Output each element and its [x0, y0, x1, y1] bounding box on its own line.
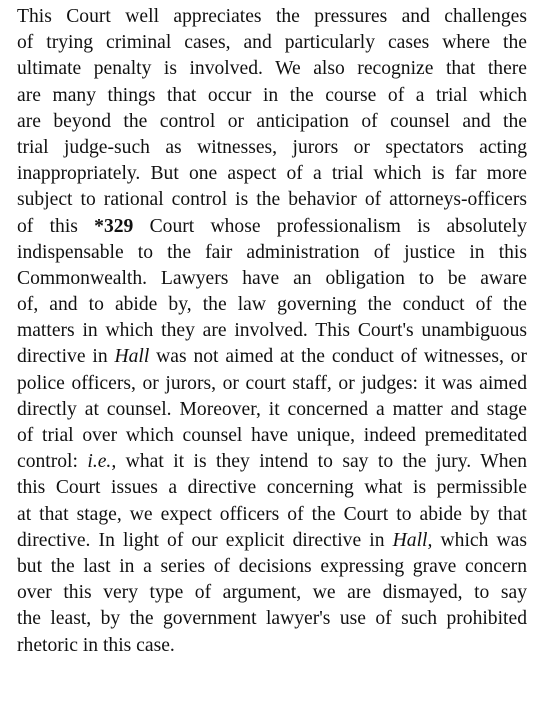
- latin-abbreviation-italic: i.e.,: [87, 451, 117, 473]
- star-page-marker: *329: [94, 215, 134, 237]
- text-line: Commonwealth. Lawyers have an obligation to be aware: [17, 267, 527, 289]
- text-line: [17, 344, 527, 370]
- text-line: [17, 449, 527, 475]
- text-line: of, and to abide by, the law governing the conduct of the: [17, 294, 527, 316]
- text-line: but the last in a series of decisions expressing grave concern: [17, 555, 527, 577]
- text-line: over this very type of argument, we are dismayed, to say: [17, 582, 527, 604]
- text-line: ultimate penalty is involved. We also recognize that there: [17, 58, 527, 80]
- opinion-paragraph: [17, 4, 527, 659]
- line-segment: of this: [17, 215, 95, 237]
- line-segment: directive. In light of our explicit directive in: [17, 529, 393, 551]
- line-segment: which was: [432, 529, 527, 551]
- text-line: inappropriately. But one aspect of a trial which is far more: [17, 163, 527, 185]
- text-line: the least, by the government lawyer's use of such prohibited: [17, 608, 527, 630]
- line-segment: Court whose professionalism is absolutely: [133, 215, 528, 237]
- line-segment: was not aimed at the conduct of witnesses, or: [149, 346, 528, 368]
- text-line: at that stage, we expect officers of the Court to abide by that: [17, 503, 527, 525]
- line-segment: control:: [17, 451, 88, 473]
- text-line: trial judge-such as witnesses, jurors or spectators acting: [17, 136, 527, 158]
- text-line: subject to rational control is the behavior of attorneys-officers: [17, 189, 527, 211]
- case-name-italic: Hall,: [392, 529, 433, 551]
- line-segment: directive in: [17, 346, 115, 368]
- text-line: this Court issues a directive concerning what is permissible: [17, 477, 527, 499]
- text-line: of trying criminal cases, and particularly cases where the: [17, 32, 527, 54]
- text-line: This Court well appreciates the pressures and challenges: [17, 6, 527, 27]
- text-line: matters in which they are involved. This Court's unambiguous: [17, 320, 527, 342]
- text-line: of trial over which counsel have unique, indeed premeditated: [17, 425, 527, 446]
- line-segment: what it is they intend to say to the jury. When: [116, 451, 527, 473]
- text-line: police officers, or jurors, or court staff, or judges: it was aimed: [17, 372, 527, 394]
- case-name-italic: Hall: [114, 346, 150, 368]
- text-line: directly at counsel. Moreover, it concerned a matter and stage: [17, 398, 527, 420]
- text-line: are many things that occur in the course of a trial which: [17, 84, 527, 106]
- text-line: indispensable to the fair administration of justice in this: [17, 241, 527, 263]
- text-line: [17, 214, 527, 240]
- text-line-last: rhetoric in this case.: [17, 634, 175, 656]
- text-line: [17, 528, 527, 554]
- text-line: are beyond the control or anticipation of counsel and the: [17, 110, 527, 132]
